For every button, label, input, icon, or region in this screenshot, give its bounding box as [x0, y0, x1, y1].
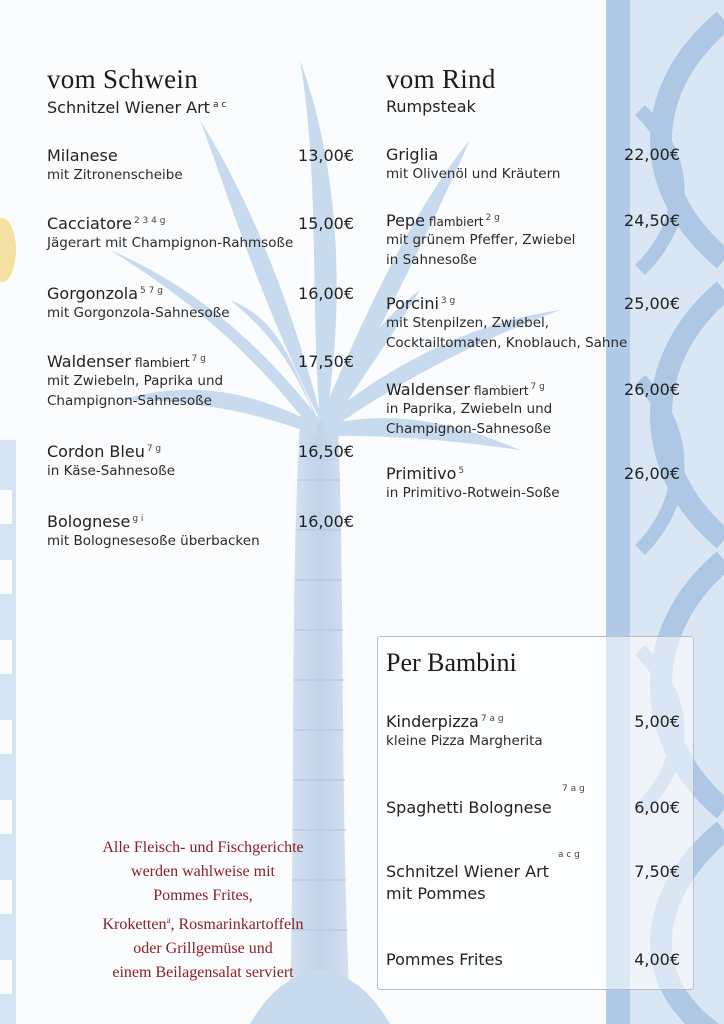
menu-item-description: kleine Pizza Margherita	[386, 733, 543, 749]
menu-item-description: in Primitivo-Rotwein-Soße	[386, 485, 560, 501]
allergen-note: a c g	[558, 850, 580, 860]
allergen-note: 2 g	[485, 213, 500, 223]
menu-item	[47, 284, 354, 323]
menu-item	[47, 146, 354, 185]
side-dishes-note-line: Alle Fleisch- und Fischgerichte	[102, 839, 304, 856]
section-title-bambini: Per Bambini	[386, 648, 517, 677]
menu-item	[386, 145, 680, 184]
menu-item-price: 25,00€	[624, 294, 680, 313]
side-dishes-note-line: Kroketten$^a$, Rosmarinkartoffeln	[102, 915, 304, 933]
allergen-note: 5	[458, 466, 465, 476]
menu-item-description: Champignon-Sahnesoße	[47, 393, 212, 409]
menu-item-name: Waldenser flambiert $^{7 g}$	[47, 352, 206, 371]
menu-item	[386, 294, 680, 353]
menu-item-name: Pommes Frites	[386, 950, 503, 969]
menu-item	[386, 950, 680, 969]
allergen-note: 7 g	[191, 354, 206, 364]
side-dishes-note-line: oder Grillgemüse und	[133, 940, 273, 957]
menu-item-price: 16,00€	[298, 284, 354, 303]
menu-item-price: 5,00€	[634, 712, 680, 731]
menu-item-price: 6,00€	[634, 798, 680, 817]
menu-item-description: Jägerart mit Champignon-Rahmsoße	[47, 235, 294, 251]
menu-item-description: mit Bolognesesoße überbacken	[47, 533, 260, 549]
menu-item-description: mit Olivenöl und Kräutern	[386, 166, 561, 182]
menu-item	[47, 352, 354, 411]
menu-item-description: mit Zwiebeln, Paprika und	[47, 373, 224, 389]
menu-item	[386, 464, 680, 503]
menu-item-price: 16,50€	[298, 442, 354, 461]
menu-item	[386, 211, 680, 270]
allergen-note: 5 7 g	[140, 286, 163, 296]
menu-item-description: mit Gorgonzola-Sahnesoße	[47, 305, 230, 321]
menu-item-price: 13,00€	[298, 146, 354, 165]
menu-item-name: Kinderpizza $^{7 a g}$	[386, 712, 504, 731]
allergen-note: 2 3 4 g	[133, 216, 166, 226]
menu-item-name: Cordon Bleu $^{7 g}$	[47, 442, 162, 461]
section-title-beef: vom Rind	[386, 64, 496, 94]
menu-item-price: 24,50€	[624, 211, 680, 230]
menu-item-description: mit Stenpilzen, Zwiebel,	[386, 315, 550, 331]
menu-item-name: Gorgonzola $^{5 7 g}$	[47, 284, 163, 303]
menu-item-name: Milanese	[47, 146, 118, 165]
allergen-note: 7 a g	[562, 784, 585, 794]
menu-item-description: in Käse-Sahnesoße	[47, 463, 176, 479]
menu-item-price: 22,00€	[624, 145, 680, 164]
allergen-note: g i	[132, 514, 144, 524]
menu-item	[47, 512, 354, 551]
side-dishes-note-line: Pommes Frites,	[153, 887, 253, 904]
menu-item-name: Pepe flambiert $^{2 g}$	[386, 211, 500, 230]
menu-item-price: 26,00€	[624, 380, 680, 399]
menu-item-description: Champignon-Sahnesoße	[386, 421, 551, 437]
menu-item-price: 26,00€	[624, 464, 680, 483]
allergen-note: 7 g	[530, 382, 545, 392]
menu-item-price: 4,00€	[634, 950, 680, 969]
menu-item-name: Primitivo $^5$	[386, 464, 465, 483]
menu-item-price: 17,50€	[298, 352, 354, 371]
section-title-pork: vom Schwein	[47, 64, 199, 94]
menu-item	[386, 850, 680, 903]
allergen-note: 3 g	[440, 296, 456, 306]
menu-item	[47, 442, 354, 481]
menu-item-name-line2: mit Pommes	[386, 884, 486, 903]
side-dishes-note	[68, 836, 338, 985]
allergen-note: 7 a g	[480, 714, 504, 724]
menu-item-name: Bolognese $^{g i}$	[47, 512, 144, 531]
menu-item-price: 7,50€	[634, 862, 680, 881]
menu-item-name: Cacciatore $^{2 3 4 g}$	[47, 214, 166, 233]
section-subtitle-beef: Rumpsteak	[386, 97, 476, 116]
menu-item-name: Spaghetti Bolognese	[386, 798, 552, 817]
menu-item-price: 15,00€	[298, 214, 354, 233]
menu-item	[386, 380, 680, 439]
section-subtitle-pork	[47, 98, 226, 117]
menu-item-description: mit grünem Pfeffer, Zwiebel	[386, 232, 576, 248]
menu-item	[47, 214, 354, 253]
menu-item-name: Schnitzel Wiener Art	[386, 862, 549, 881]
menu-item	[386, 784, 680, 817]
menu-item	[386, 712, 680, 751]
menu-item-description: in Sahnesoße	[386, 252, 477, 268]
menu-item-description: mit Zitronenscheibe	[47, 167, 183, 183]
menu-item-description: Cocktailtomaten, Knoblauch, Sahne	[386, 335, 628, 351]
menu-item-name: Porcini $^{3 g}$	[386, 294, 456, 313]
side-dishes-note-line: einem Beilagensalat serviert	[112, 964, 294, 981]
pork-subtitle-text: Schnitzel Wiener Art	[47, 98, 210, 117]
pork-subtitle-note: a c	[212, 100, 227, 110]
menu-item-description: in Paprika, Zwiebeln und	[386, 401, 553, 417]
menu-item-name: Waldenser flambiert $^{7 g}$	[386, 380, 545, 399]
tile-pattern-left	[0, 218, 16, 1024]
menu-item-price: 16,00€	[298, 512, 354, 531]
preparation-tag: flambiert	[134, 356, 190, 370]
preparation-tag: flambiert	[473, 384, 529, 398]
preparation-tag: flambiert	[428, 215, 484, 229]
allergen-note: 7 g	[146, 444, 162, 454]
menu-item-name: Griglia	[386, 145, 439, 164]
side-dishes-note-line: werden wahlweise mit	[131, 863, 275, 880]
